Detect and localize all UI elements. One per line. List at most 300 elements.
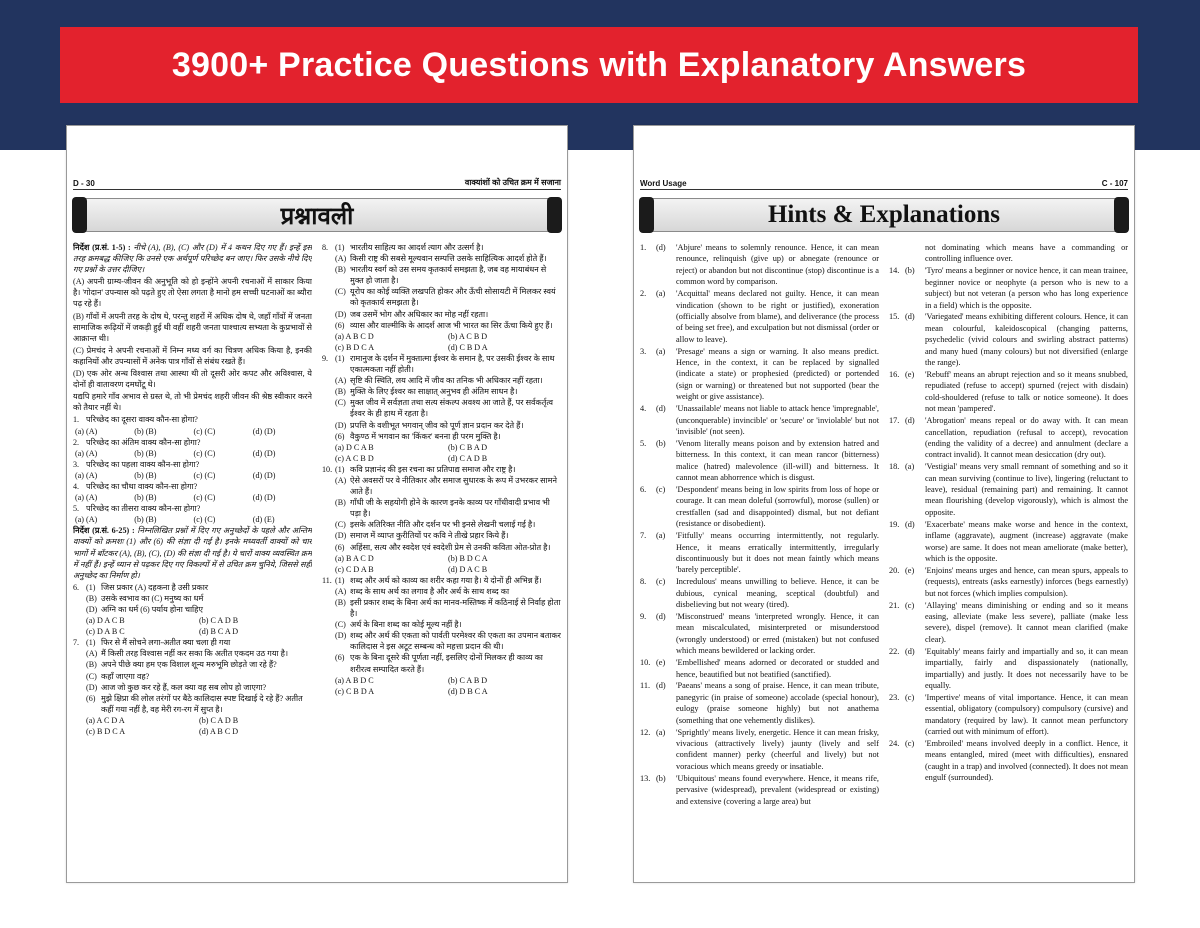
option: (b) C A D B [199,616,239,626]
question-line [322,630,561,652]
answer-key: (a) [656,289,666,299]
answer-text: 'Fitfully' means occurring intermittently, not regularly. Hence, it means erratically intermittently, irregularly discontinuously but it does not mean faintly which means 'barely perceptible'. [676,531,879,575]
banner-title: 3900+ Practice Questions with Explanatory Answers [171,45,1027,84]
answer-text: 'Rebuff' means an abrupt rejection and so it means snubbed, repudiated (refuse to accept) spurned (reject with disdain) cold-shouldered (refuse to talk or notice someone). It does not mean 'pampered'. [925,369,1128,414]
question-line [322,475,561,497]
answer-key: (c) [656,485,666,495]
question-number: 9. [322,353,329,363]
line-label: (D) [335,631,347,641]
question-line [322,619,561,630]
answer-item [640,576,879,610]
line-text: अर्थ के बिना शब्द का कोई मूल्य नहीं है। [350,620,462,630]
option: (d) A B C D [199,727,239,737]
title-bar-cap-left [72,197,87,233]
answer-number: 17. [889,416,900,426]
line-label: (1) [335,575,345,585]
answer-item [889,415,1128,461]
answer-number: 4. [640,404,647,414]
question [73,481,312,492]
question-options [322,675,561,697]
answer-key: (d) [905,646,915,656]
question-line [322,431,561,442]
line-text: अहिंसा, सत्य और स्वदेश एवं स्वदेशी प्रेम से उनकी कविता ओत-प्रोत है। [350,542,551,552]
question-line [322,253,561,264]
option: (a) D C A B [335,442,374,452]
question-number: 5. [73,504,80,514]
line-label: (C) [335,620,346,630]
line-label: (B) [335,498,346,508]
answer-item [889,242,1128,265]
answer-item [889,311,1128,368]
line-text: किसी राष्ट्र की सबसे मूल्यवान सम्पत्ति उसके साहित्यिक आदर्श होते हैं। [350,254,547,264]
answer-number: 2. [640,289,647,299]
answer-text: Incredulous' means unwilling to believe. Hence, it can be dubious, cynical meaning, sceptical (doubtful) and disbelieving but not weary (tired). [676,577,879,610]
answer-text: 'Paeans' means a song of praise. Hence, it can mean tribute, panegyric (in praise of someone) accolade (special honour), eulogy (praise someone highly) but not anathema (something that one vehemently dislikes). [676,681,879,725]
line-text: समाज में व्याप्त कुरीतियों पर कवि ने तीखे प्रहार किये हैं। [350,531,509,541]
line-label: (1) [335,464,345,474]
option: (d) C B D A [448,342,488,352]
question-options [322,331,561,353]
line-text: सृष्टि की स्थिति, लय आदि में जीव का तनिक भी अधिकार नहीं रहता। [350,376,543,386]
question-line [322,497,561,519]
answer-item [889,600,1128,646]
question-options [73,615,312,637]
question-line [73,659,312,670]
question-number: 2. [73,437,80,447]
question-number: 6. [73,582,80,592]
left-column-2 [322,242,561,862]
option: (d) C A D B [448,453,488,463]
line-label: (6) [335,653,345,663]
left-page-number: D - 30 [73,179,95,188]
answer-text: 'Enjoins' means urges and hence, can mean spurs, appeals to (requests), entreats (asks earnestly) inforces (begs earnestly) but not forces (which implies compulsion). [925,565,1128,598]
passage-paragraph: (C) प्रेमचंद ने अपनी रचनाओं में निम्न मध्य वर्ग का चित्रण अधिक किया है, इनकी कहानियों और उपन्यासों में अनेक पात्र गाँवों से संबंध रखते हैं। [73,345,312,366]
line-label: (A) [335,254,347,264]
option: (d) B C A D [199,627,239,637]
line-text: भारतीय स्वर्ग को उस समय कृतकार्य समझता है, जब वह मायाबंधन से मुक्त हो जाता है। [350,265,547,286]
option: (c) B D C A [86,727,126,737]
line-text: भारतीय साहित्य का आदर्श त्याग और उत्सर्ग है। [350,243,484,252]
option: (d) (E) [252,515,275,525]
answer-number: 8. [640,577,647,587]
answer-number [889,242,905,265]
line-label: (C) [335,287,346,297]
line-label: (6) [86,693,96,703]
line-label: (6) [335,542,345,552]
option: (c) (C) [193,426,216,436]
title-bar-cap-right [547,197,562,233]
passage-paragraph: (A) अपनी ग्राम्य-जीवन की अनुभूति को हो इन्होंने अपनी रचनाओं में साकार किया है। 'गोदान' उपन्यास को पढ़ते हुए तो ऐसा लगता है मानो हम सच्ची घटनाओं का ब्यौरा पढ़ रहे हैं। [73,277,312,309]
question-line [322,320,561,331]
option: (a) (A) [75,448,98,458]
line-label: (B) [335,598,346,607]
option: (c) (C) [193,470,216,480]
option: (b) (B) [134,426,157,436]
line-label: (B) [86,593,97,603]
answer-number: 16. [889,369,900,379]
option: (a) (A) [75,470,98,480]
line-text: प्रपत्ति के वशीभूत भगवान् जीव को पूर्ण ज्ञान प्रदान कर देते हैं। [350,420,524,430]
answer-key: (c) [905,692,915,702]
question-options [73,470,312,481]
option: (d) (D) [252,448,276,458]
option: (c) (C) [193,448,216,458]
right-running-head-left: Word Usage [640,179,687,188]
answer-text: 'Venom literally means poison and by extension hatred and bitterness. In this context, it can mean rancor (bitterness) malice (hatred) malevolence (ill-will) and bitterness. It cannot mean abhorrence which is disgust. [676,438,879,483]
option: (d) (D) [252,493,276,503]
line-label: (B) [335,265,346,275]
question-line [322,242,561,253]
line-text: अग्नि का धर्म (6) पर्याय होना चाहिए [101,605,203,614]
answer-text: 'Misconstrued' means 'interpreted wrongly. Hence, it can mean miscalculated, misinterpreted or misunderstood (wrongly understood) or erred (mistaken) but not confused which means bewildered or lacking order. [676,612,879,656]
answer-key: (a) [656,346,666,356]
option: (c) (C) [193,515,216,525]
line-label: (C) [335,520,346,530]
question-line [322,519,561,530]
question-line [322,264,561,286]
question-line [322,420,561,431]
question [322,575,561,697]
answer-number: 11. [640,681,651,691]
question-line [322,286,561,308]
left-title-bar [73,198,561,232]
line-label: (6) [335,320,345,330]
answer-number: 23. [889,692,900,702]
answer-text: 'Variegated' means exhibiting different colours. Hence, it can mean colourful, kaleidoscopical (changing patterns, psychedelic (vivid colours and swirling abstract patterns) and many hued (many colours) but not diversified (enlarge the range). [925,312,1128,368]
answer-item [889,565,1128,599]
option: (c) B D C A [335,342,375,352]
right-column-1 [640,242,879,862]
option: (a) D A C B [86,616,125,626]
answer-item [640,288,879,345]
answer-text: 'Ubiquitous' means found everywhere. Hence, it means rife, pervasive (widespread), prevalent (widespread or existing) and extensive (covering a large area) but [676,773,879,806]
answer-number: 13. [640,773,651,783]
line-text: रामानुज के दर्शन में मुक्तात्मा ईश्वर के समान है, पर उसकी ईश्वर के साथ एकात्मकता नहीं होती। [350,353,555,375]
answer-key: (a) [656,531,666,541]
answer-item [640,611,879,657]
answer-item [640,727,879,773]
answer-item [640,530,879,576]
section-title-hints: Hints & Explanations [767,201,1000,228]
option: (d) (D) [252,470,276,480]
question-line [73,648,312,659]
answer-key: (d) [656,681,666,691]
option: (d) D A C B [448,564,488,574]
question-line [322,542,561,553]
left-page [66,125,568,883]
answer-number: 20. [889,565,900,575]
line-text: जब उसमें भोग और अधिकार का मोह नहीं रहता। [350,309,489,319]
question-options [73,426,312,437]
question [73,459,312,470]
line-text: इसके अतिरिक्त नीति और दर्शन पर भी इनसे लेखनी चलाई गई है। [350,520,536,530]
option: (b) (B) [134,470,157,480]
question-line [73,582,312,593]
line-text: एक के बिना दूसरे की पूर्णता नहीं, इसलिए दोनों मिलकर ही काव्य का शरीरत्व सम्पादित करते हैं। [350,653,543,674]
question-line [322,397,561,419]
answer-item [640,242,879,288]
answer-key: (d) [905,312,915,322]
line-text: मुझे क्षिप्रा की लोल तरंगों पर बैठे कालिदास स्पष्ट दिखाई दे रहे हैं? अतीत कहीं गया नहीं है, वह मेरी रग-रग में सुप्त है। [101,693,303,714]
question-number: 11. [322,575,332,585]
option: (b) (B) [134,448,157,458]
question-options [322,553,561,575]
direction-1 [73,242,312,275]
line-text: ऐसे अवसरों पर वे नीतिकार और समाज सुधारक के रूप में उभरकर सामने आते हैं। [350,475,557,497]
answer-item [640,657,879,680]
answer-key: (d) [905,519,915,529]
banner [60,27,1138,103]
answer-number: 3. [640,346,647,356]
question-line [322,386,561,397]
option: (c) A C B D [335,453,374,463]
answer-key: (e) [905,565,915,575]
answer-key: (e) [656,658,666,668]
answer-key: (d) [656,612,666,621]
answer-number: 19. [889,519,900,529]
line-label: (A) [335,475,347,485]
line-text: इसी प्रकार शब्द के बिना अर्थ का मानव-मस्तिष्क में कठिनाई से निर्वाह होता है। [350,598,561,619]
question [322,242,561,353]
option: (c) C D A B [335,564,374,574]
question-line [322,530,561,541]
passage-paragraph: यद्यपि हमारे गाँव अभाव से ग्रस्त थे, तो भी प्रेमचंद शहरी जीवन की श्रेष्ठ स्वीकार करने को तैयार नहीं थे। [73,392,312,413]
answer-number: 14. [889,266,900,276]
right-columns [640,242,1128,862]
line-label: (D) [86,605,98,614]
question-line [73,671,312,682]
line-text: व्यास और वाल्मीकि के आदर्श आज भी भारत का सिर ऊँचा किये हुए हैं। [350,320,553,330]
answer-number: 12. [640,727,651,737]
line-label: (6) [335,431,345,441]
line-label: (1) [86,638,96,648]
line-text: मुक्ति के लिए ईश्वर का साक्षात् अनुभव ही अंतिम साधन है। [350,387,518,397]
answer-text: 'Abrogation' means repeal or do away with. It can mean cancellation, repudiation (refusal to accept), revocation (ending the validity of a decree) and annulment (declare a contract invalid). It cannot mean desiccation (dry out). [925,416,1128,460]
answer-item [889,519,1128,565]
question-text: परिच्छेद का पहला वाक्य कौन-सा होगा? [86,459,200,469]
direction-2-text: निम्नलिखित प्रश्नों में दिए गए अनुच्छेदों के पहले और अन्तिम वाक्यों को क्रमशः (1) और (6) की संज्ञा दी गई है। इनके मध्यवर्ती वाक्यों को चार भागों में बाँटकर (A), (B), (C), (D) की संज्ञा दी गई है। ये चारों वाक्य व्यवस्थित क्रम में नहीं हैं। इन्हें ध्यान से पढ़कर दिए गए विकल्पों में से उचित क्रम चुनिये, जिससे सही अनुच्छेद का निर्माण हो। [73,526,312,580]
answer-number: 18. [889,462,900,472]
answer-number: 21. [889,600,900,610]
question-line [73,682,312,693]
right-running-head [640,178,1128,190]
direction-2-label: निर्देश (प्र.सं. 6-25) : [73,526,135,536]
line-text: मुक्त जीव में सर्वज्ञता तथा सत्य संकल्प अवश्य आ जाते हैं, पर सर्वकर्तृत्व ईश्वर के ही हाथ में रहता है। [350,398,554,419]
answer-text: 'Embellished' means adorned or decorated or studded and hence, beautified but not beatified (sanctified). [676,658,879,679]
answer-item [640,438,879,484]
question-text: परिच्छेद का चौथा वाक्य कौन-सा होगा? [86,481,198,491]
line-label: (1) [335,353,345,363]
section-title-hindi: प्रश्नावली [280,203,354,230]
answer-text: 'Exacerbate' means make worse and hence in the context, inflame (aggravate), augment (increase) aggravate (make worse) are same. It does not mean ameliorate (make better), which is the opposite. [925,519,1128,563]
answer-text: 'Acquittal' means declared not guilty. Hence, it can mean vindication (shown to be right or justified), exoneration (officially absolve from blame), and deliverance (the process of being set free), and exculpation but not dismissal (order or allow to leave). [676,289,879,344]
title-bar-cap-left [639,197,654,233]
line-text: उसके स्वभाव का (C) मनुष्य का धर्म [101,593,204,603]
line-label: (A) [335,586,347,596]
answer-key: (c) [905,738,915,748]
answer-item [640,484,879,530]
answer-item [640,773,879,807]
answer-item [889,461,1128,518]
question-text: परिच्छेद का दूसरा वाक्य कौन-सा होगा? [86,415,198,425]
left-running-head [73,178,561,190]
line-label: (1) [335,243,345,252]
answer-key: (d) [656,243,666,252]
option: (a) (A) [75,426,98,436]
question [73,503,312,514]
line-text: कवि प्रज्ञानंद की इस रचना का प्रतिपाद्य समाज और राष्ट्र है। [350,464,516,474]
title-bar-cap-right [1114,197,1129,233]
line-label: (B) [86,660,97,670]
line-label: (D) [335,531,347,541]
answer-number: 22. [889,646,900,656]
question-options [73,448,312,459]
line-text: फिर से मैं सोचने लगा-अतीत क्या चला ही गया [101,638,231,648]
question [73,637,312,737]
answer-number: 24. [889,738,900,748]
answer-text: 'Unassailable' means not liable to attack hence 'impregnable', (unconquerable) invincible' or 'secure' or 'inviolable' but not 'invisible' (not seen). [676,404,879,436]
right-title-bar [640,198,1128,232]
line-label: (A) [335,376,347,386]
line-text: कहाँ जाएगा वह? [101,671,150,681]
left-chapter-title: वाक्यांशों को उचित क्रम में सजाना [464,178,561,187]
question-text: परिच्छेद का अंतिम वाक्य कौन-सा होगा? [86,437,201,447]
option: (d) (D) [252,426,276,436]
question-options [322,442,561,464]
option: (a) B A C D [335,553,374,563]
line-label: (D) [335,420,347,430]
answer-number: 6. [640,485,647,495]
answer-number: 5. [640,438,647,448]
option: (c) C B D A [335,686,375,696]
option: (a) (A) [75,515,98,525]
question-line [322,652,561,674]
answer-key: (d) [656,404,666,414]
direction-1-text: नीचे (A), (B), (C) और (D) में 4 कथन दिए गए हैं। इन्हें इस तरह क्रमबद्ध कीजिए कि उनसे एक अर्थपूर्ण परिच्छेद बन जाए। फिर उसके नीचे दिए गए प्रश्नों के उत्तर दीजिए। [73,243,312,275]
answer-key: (c) [905,600,915,610]
option: (a) A C D A [86,715,125,725]
answer-number: 1. [640,243,647,252]
option: (b) C A B D [448,675,488,685]
answer-text: 'Equitably' means fairly and impartially and so, it can mean impartially, fairly and dispassionately (nationally, impartially) and justly. It does not necessarily have to be equally. [925,646,1128,690]
question-line [73,693,312,715]
answer-item [889,369,1128,415]
question-text: परिच्छेद का तीसरा वाक्य कौन-सा होगा? [86,504,201,514]
answer-text: 'Embroiled' means involved deeply in a conflict. Hence, it means entangled, mired (meet with difficulties), ensnared (caught in a trap) and involved (connected). It does not mean engulf (surrounded). [925,738,1128,783]
option: (b) B D C A [448,553,488,563]
line-label: (B) [335,387,346,397]
answer-item [889,265,1128,311]
answer-number: 9. [640,612,647,621]
answer-text: 'Sprightly' means lively, energetic. Hence it can mean frisky, vivacious (attractively lively) jaunty (lively and self confident manner) perky (cheerful and lively) but not voracious which means greedy or insatiable. [676,727,879,771]
line-label: (1) [86,582,96,592]
question-number: 1. [73,415,80,425]
line-text: वैकुण्ठ में भगवान का 'किंकर' बनना ही परम मुक्ति है। [350,431,501,441]
answer-text: 'Tyro' means a beginner or novice hence, it can mean trainee, beginner novice or neophyte (a person who is new to a subject) but not veteran (a person who has long experience in a field) which is the opposite. [925,266,1128,310]
answer-key: (a) [905,462,915,472]
answer-number: 7. [640,531,647,541]
line-text: यूरोप का कोई व्यक्ति लखपति होकर और ऊँची सोसायटी में मिलकर स्वयं को कृतकार्य समझता है। [350,287,556,308]
question-number: 8. [322,243,329,252]
answer-item [889,646,1128,692]
answer-number: 10. [640,658,651,668]
option: (d) D B C A [448,686,488,696]
question [322,353,561,464]
question-line [322,586,561,597]
answer-key: (b) [656,438,666,448]
direction-1-label: निर्देश (प्र.सं. 1-5) : [73,243,131,252]
answer-key: (a) [656,727,666,737]
answer-text: 'Vestigial' means very small remnant of something and so it can mean surviving (continue to live), lingering (reluctant to leave), residual (remaining part) and remaining. It cannot mean flourishing (develop vigorously), which is almost the opposite. [925,462,1128,517]
line-text: गाँधी जी के सहयोगी होने के कारण इनके काव्य पर गाँधीवादी प्रभाव भी पड़ा है। [350,498,550,519]
option: (a) (A) [75,493,98,503]
right-column-2 [889,242,1128,862]
question-number: 4. [73,481,80,491]
answer-key: (d) [905,416,915,426]
answer-key [905,242,925,265]
line-text: आज जो कुछ कर रहे हैं, कल क्या वह सब लोप हो जाएगा? [101,682,267,692]
question-number: 10. [322,464,333,474]
line-label: (D) [86,682,98,692]
question-line [322,464,561,475]
line-text: शब्द और अर्थ को काव्य का शरीर कहा गया है। ये दोनों ही अभिन्न हैं। [350,575,542,585]
line-label: (A) [86,649,98,659]
question-options [73,715,312,737]
option: (b) C B A D [448,442,488,452]
question-line [322,309,561,320]
question [73,582,312,637]
question-line [322,597,561,619]
left-columns [73,242,561,862]
option: (b) (B) [134,515,157,525]
question-line [322,353,561,375]
question-options [73,492,312,503]
line-text: जिस प्रकार (A) दहकना है उसी प्रकार [101,582,209,592]
line-label: (C) [335,398,346,408]
line-label: (C) [86,671,97,681]
answer-key: (c) [656,577,666,587]
option: (a) A B D C [335,675,374,685]
option: (b) (B) [134,493,157,503]
option: (a) A B C D [335,331,374,341]
passage-paragraph: (D) एक ओर अन्ध विश्वास तथा आस्था थी तो दूसरी ओर कपट और अविश्वास, ये दोनों ही वातावरण दमघोंटू थे। [73,369,312,390]
question-line [73,637,312,648]
direction-2 [73,525,312,580]
question-line [73,604,312,615]
answer-item [889,692,1128,738]
answer-text: 'Allaying' means diminishing or ending and so it means easing, alleviate (make less severe), palliate (make less severe), dispel (remove). It cannot mean clarified (make clear). [925,600,1128,644]
option: (b) C A D B [199,715,239,725]
question-number: 3. [73,459,80,469]
option: (c) (C) [193,493,216,503]
answer-item [889,738,1128,784]
question-options [73,514,312,525]
question-line [322,375,561,386]
option: (b) A C B D [448,331,488,341]
answer-key: (b) [656,773,666,783]
line-text: शब्द के साथ अर्थ का लगाव है और अर्थ के साथ शब्द का [350,586,510,596]
passage-paragraph: (B) गाँवों में अपनी तरह के दोष थे, परन्तु शहरों में अधिक दोष थे, जहाँ गाँवों में जनता सामाजिक रूढ़ियों में जकड़ी हुई थी वहीं शहरी जनता पाश्चात्य सभ्यता के कुप्रभावों से आक्रान्त थी। [73,311,312,343]
question [322,464,561,575]
answer-text: 'Impertive' means of vital importance. Hence, it can mean essential, obligatory (compulsory) compulsory (cursive) and mandatory (required by law). It cannot mean perfunctory (carried out with minimum of effort). [925,692,1128,737]
answer-item [640,680,879,726]
answer-text: 'Abjure' means to solemnly renounce. Hence, it can mean renounce, relinquish (give up) or abnegate (renounce or reject) or abandon but not discontinue (stop) discontinue is a common word by comparison. [676,243,879,287]
left-column-1 [73,242,312,862]
question [73,414,312,425]
question [73,437,312,448]
answer-number: 15. [889,312,900,322]
line-text: शब्द और अर्थ की एकता को पार्वती परमेश्वर की एकता का उपमान बताकर कालिदास ने इस अटूट सम्बन्ध को महत्ता प्रदान की थी। [350,631,561,652]
